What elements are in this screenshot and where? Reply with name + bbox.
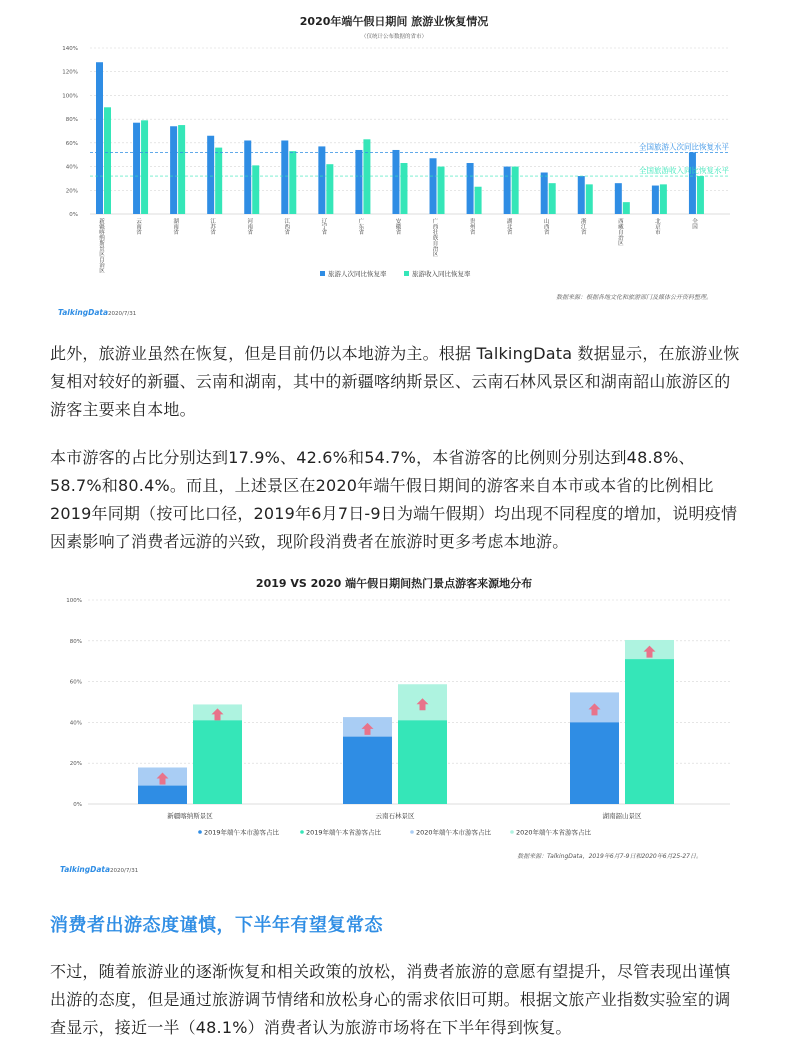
bar-visits bbox=[392, 150, 399, 214]
bar-visits bbox=[96, 62, 103, 214]
bar-visits bbox=[504, 167, 511, 214]
y-tick-label: 100% bbox=[62, 93, 78, 100]
section-heading: 消费者出游态度谨慎，下半年有望复常态 bbox=[50, 915, 383, 936]
bar-revenue bbox=[549, 183, 556, 214]
paragraph-outlook: 不过，随着旅游业的逐渐恢复和相关政策的放松，消费者旅游的意愿有望提升，尽管表现出谨慎出游的态度，但是通过旅游调节情绪和放松身心的需求依旧可期。根据文旅产业指数实验室的调查显示，接近一半（48.1%）消费者认为旅游市场将在下半年得到恢复。 bbox=[50, 962, 731, 1037]
y-tick-label: 80% bbox=[69, 638, 82, 645]
bar-revenue bbox=[475, 187, 482, 214]
reference-label: 全国旅游人次同比恢复水平 bbox=[639, 142, 729, 152]
reference-label: 全国旅游收入同比恢复水平 bbox=[639, 166, 729, 176]
chart-source: 数据来源：TalkingData，2019年6月7-9日和2020年6月25-27日。 bbox=[517, 853, 702, 860]
chart-date: 2020/7/31 bbox=[110, 868, 139, 874]
bar-revenue bbox=[363, 139, 370, 214]
chart-subtitle: （仅统计公布数据的省市） bbox=[360, 34, 428, 40]
bar-visits bbox=[281, 140, 288, 214]
y-tick-label: 20% bbox=[65, 188, 78, 195]
bar-visits bbox=[207, 136, 214, 214]
bar-visits bbox=[133, 123, 140, 214]
bar-province bbox=[625, 659, 674, 804]
bar-revenue bbox=[141, 120, 148, 214]
x-tick-label: 山西省 bbox=[542, 218, 549, 235]
bar-revenue bbox=[586, 184, 593, 214]
bar-revenue bbox=[623, 202, 630, 214]
y-tick-label: 60% bbox=[69, 679, 82, 686]
x-tick-label: 北京市 bbox=[653, 218, 660, 235]
y-tick-label: 0% bbox=[73, 802, 82, 808]
bar-revenue bbox=[438, 167, 445, 214]
bar-province bbox=[398, 720, 447, 804]
bar-revenue bbox=[289, 151, 296, 214]
legend-swatch bbox=[410, 830, 414, 834]
x-tick-label: 湖南省 bbox=[172, 218, 179, 235]
x-tick-label: 云南石林景区 bbox=[375, 812, 415, 820]
x-tick-label: 云南省 bbox=[135, 218, 142, 235]
x-tick-label: 广东省 bbox=[357, 218, 364, 235]
bar-visits bbox=[541, 173, 548, 215]
x-tick-label: 安徽省 bbox=[394, 218, 401, 235]
bar-revenue bbox=[104, 107, 111, 214]
x-tick-label: 新疆喀纳斯景区 bbox=[167, 812, 213, 820]
legend-swatch bbox=[320, 271, 325, 276]
legend-swatch bbox=[404, 271, 409, 276]
bar-visits bbox=[467, 163, 474, 214]
chart-date: 2020/7/31 bbox=[108, 311, 137, 317]
visitor-source-chart bbox=[0, 572, 788, 882]
bar-city bbox=[343, 737, 392, 804]
brand-logo: TalkingData bbox=[58, 308, 109, 317]
x-tick-label: 江苏省 bbox=[209, 218, 216, 235]
legend-label: 2020年端午本省游客占比 bbox=[516, 828, 592, 837]
legend-label: 2020年端午本市游客占比 bbox=[416, 828, 492, 837]
x-tick-label: 广西壮族自治区 bbox=[431, 218, 438, 257]
bar-province bbox=[193, 720, 242, 804]
bar-revenue bbox=[215, 148, 222, 214]
bar-visits bbox=[689, 152, 696, 214]
legend-swatch bbox=[300, 830, 304, 834]
chart-source: 数据来源：根据各地文化和旅游部门及媒体公开资料整理。 bbox=[555, 294, 712, 301]
y-tick-label: 20% bbox=[69, 761, 82, 768]
bar-revenue bbox=[178, 125, 185, 214]
bar-visits bbox=[615, 183, 622, 214]
x-tick-label: 新疆喀纳斯景区自治区 bbox=[98, 218, 104, 273]
legend-swatch bbox=[510, 830, 514, 834]
x-tick-label: 湖南韶山景区 bbox=[602, 812, 642, 820]
y-tick-label: 80% bbox=[65, 117, 78, 124]
recovery-chart bbox=[0, 0, 788, 330]
bar-city bbox=[138, 786, 187, 804]
chart-title: 2019 VS 2020 端午假日期间热门景点游客来源地分布 bbox=[255, 577, 533, 590]
bar-revenue bbox=[400, 163, 407, 214]
bar-city bbox=[570, 722, 619, 804]
bar-visits bbox=[170, 126, 177, 214]
y-tick-label: 40% bbox=[65, 164, 78, 171]
chart-title: 2020年端午假日期间 旅游业恢复情况 bbox=[299, 15, 489, 28]
bar-visits bbox=[578, 176, 585, 214]
x-tick-label: 湖北省 bbox=[505, 218, 512, 235]
bar-visits bbox=[430, 158, 437, 214]
recovery-chart-svg bbox=[0, 0, 788, 330]
y-tick-label: 140% bbox=[62, 46, 78, 52]
legend-label: 旅游人次同比恢复率 bbox=[328, 270, 387, 278]
bar-visits bbox=[244, 140, 251, 214]
legend-swatch bbox=[198, 830, 202, 834]
legend-label: 2019年端午本省游客占比 bbox=[306, 828, 382, 837]
bar-revenue bbox=[252, 165, 259, 214]
bar-revenue bbox=[326, 164, 333, 214]
visitor-source-chart-svg bbox=[0, 572, 788, 882]
x-tick-label: 浙江省 bbox=[579, 218, 586, 235]
legend-label: 2019年端午本市游客占比 bbox=[204, 828, 280, 837]
y-tick-label: 120% bbox=[62, 69, 78, 76]
paragraph-visitor-share: 本市游客的占比分别达到17.9%、42.6%和54.7%，本省游客的比例则分别达到48.8%、58.7%和80.4%。而且，上述景区在2020年端午假日期间的游客来自本市或本省的比例相比2019年同期（按可比口径，2019年6月7日-9日为端午假期）均出现不同程度的增加，说明疫情因素影响了消费者远游的兴致，现阶段消费者在旅游时更多考虑本地游。 bbox=[50, 448, 738, 551]
x-tick-label: 全国 bbox=[690, 218, 697, 229]
y-tick-label: 60% bbox=[65, 140, 78, 147]
x-tick-label: 西藏自治区 bbox=[616, 218, 623, 246]
y-tick-label: 0% bbox=[69, 212, 78, 218]
x-tick-label: 河南省 bbox=[246, 218, 253, 235]
x-tick-label: 辽宁省 bbox=[320, 218, 327, 235]
brand-logo: TalkingData bbox=[60, 865, 111, 874]
y-tick-label: 100% bbox=[66, 598, 82, 604]
bar-revenue bbox=[660, 184, 667, 214]
y-tick-label: 40% bbox=[69, 720, 82, 727]
paragraph-local-tourism: 此外，旅游业虽然在恢复，但是目前仍以本地游为主。根据 TalkingData 数据显示，在旅游业恢复相对较好的新疆、云南和湖南，其中的新疆喀纳斯景区、云南石林风景区和湖南韶山旅游区的游客主要来自本地。 bbox=[50, 344, 740, 419]
bar-visits bbox=[652, 186, 659, 214]
bar-visits bbox=[318, 146, 325, 214]
x-tick-label: 江西省 bbox=[283, 218, 290, 235]
legend-label: 旅游收入同比恢复率 bbox=[412, 270, 471, 278]
x-tick-label: 贵州省 bbox=[468, 218, 475, 235]
bar-revenue bbox=[512, 167, 519, 214]
bar-revenue bbox=[697, 176, 704, 214]
bar-visits bbox=[355, 150, 362, 214]
